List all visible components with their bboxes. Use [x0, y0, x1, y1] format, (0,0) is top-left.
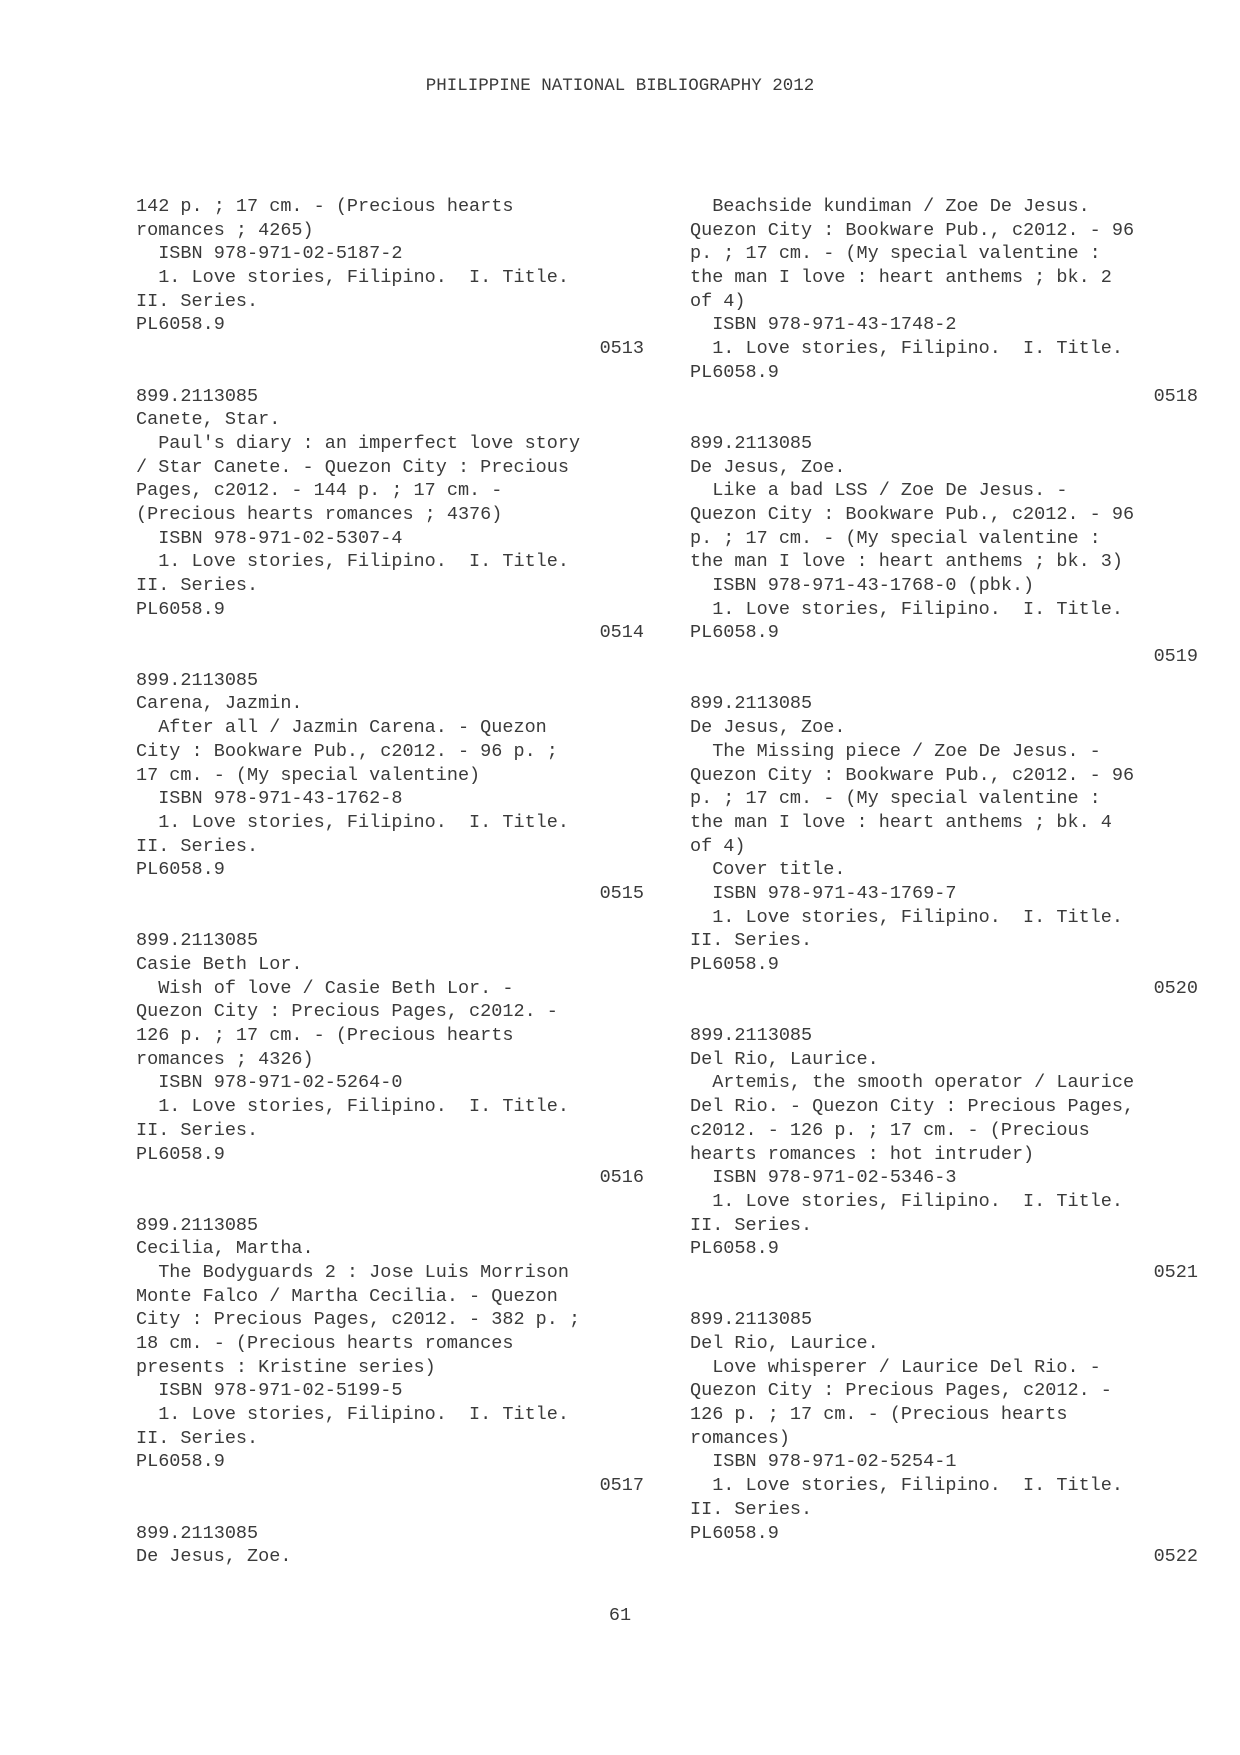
entry-line: the man I love : heart anthems ; bk. 4 [690, 811, 1112, 833]
entry-line: 899.2113085 [136, 1522, 259, 1544]
entry-number: 0520 [1153, 977, 1198, 999]
entry-line: ISBN 978-971-02-5264-0 [136, 1072, 403, 1094]
entry-line: 1. Love stories, Filipino. I. Title. [136, 551, 569, 573]
entry-line: Quezon City : Precious Pages, c2012. - [690, 1380, 1112, 1402]
entry-line: romances ; 4326) [136, 1048, 314, 1070]
entry-line: 899.2113085 [690, 693, 813, 715]
entry-line: romances) [690, 1427, 790, 1449]
entry-number: 0521 [1153, 1261, 1198, 1283]
entry-line: p. ; 17 cm. - (My special valentine : [690, 788, 1101, 810]
entry-line: PL6058.9 [136, 598, 225, 620]
column-right [690, 195, 1198, 1569]
entry-line: 1. Love stories, Filipino. I. Title. [136, 267, 569, 289]
entry-line: Del Rio, Laurice. [690, 1048, 879, 1070]
entry-line: 142 p. ; 17 cm. - (Precious hearts [136, 196, 514, 217]
entry-line: PL6058.9 [136, 1143, 225, 1165]
entry-number: 0517 [599, 1475, 644, 1497]
entry-line: Quezon City : Bookware Pub., c2012. - 96 [690, 764, 1135, 786]
entry-line: Love whisperer / Laurice Del Rio. - [690, 1356, 1101, 1378]
entry-line: Pages, c2012. - 144 p. ; 17 cm. - [136, 480, 503, 502]
entry-number: 0515 [599, 882, 644, 904]
entry-line: Carena, Jazmin. [136, 693, 303, 715]
entry-line: p. ; 17 cm. - (My special valentine : [690, 527, 1101, 549]
entry-line: the man I love : heart anthems ; bk. 2 [690, 267, 1112, 289]
entry-line: PL6058.9 [690, 954, 779, 975]
entry-line: Monte Falco / Martha Cecilia. - Quezon [136, 1285, 558, 1307]
entry-line: De Jesus, Zoe. [690, 456, 846, 478]
entry-line: De Jesus, Zoe. [136, 1546, 292, 1568]
entry-line: 899.2113085 [136, 385, 259, 407]
blank-line [690, 1000, 1198, 1024]
blank-line [136, 1190, 644, 1214]
entry-line: II. Series. [690, 1498, 813, 1520]
entry-line: Artemis, the smooth operator / Laurice [690, 1072, 1135, 1094]
entry-line: 1. Love stories, Filipino. I. Title. [136, 1096, 569, 1118]
entry-line: II. Series. [136, 290, 259, 312]
entry-line: ISBN 978-971-02-5187-2 [136, 243, 403, 265]
entry-line: 1. Love stories, Filipino. I. Title. [136, 1404, 569, 1426]
blank-line [136, 906, 644, 930]
entry-line: p. ; 17 cm. - (My special valentine : [690, 243, 1101, 265]
blank-line [136, 361, 644, 385]
entry-line: of 4) [690, 290, 746, 312]
entry-line: PL6058.9 [136, 1451, 225, 1473]
entry-line: 1. Love stories, Filipino. I. Title. [690, 1190, 1123, 1212]
entry-number: 0519 [1153, 646, 1198, 668]
entry-line: 899.2113085 [136, 1214, 259, 1236]
entry-line: PL6058.9 [690, 1238, 779, 1260]
entry-line: 899.2113085 [690, 1025, 813, 1047]
entry-line: presents : Kristine series) [136, 1356, 436, 1378]
entry-line: City : Bookware Pub., c2012. - 96 p. ; [136, 740, 558, 762]
entry-line: ISBN 978-971-43-1762-8 [136, 788, 403, 810]
entry-line: 899.2113085 [136, 669, 259, 691]
entry-line: 17 cm. - (My special valentine) [136, 764, 481, 786]
column-left [136, 195, 644, 1569]
entry-line: 1. Love stories, Filipino. I. Title. [136, 811, 569, 833]
entry-line: PL6058.9 [136, 314, 225, 336]
entry-line: c2012. - 126 p. ; 17 cm. - (Precious [690, 1119, 1090, 1141]
entry-line: II. Series. [690, 930, 813, 952]
entry-line: ISBN 978-971-02-5346-3 [690, 1167, 957, 1189]
entry-line: of 4) [690, 835, 746, 857]
entry-line: The Bodyguards 2 : Jose Luis Morrison [136, 1261, 569, 1283]
entry-line: Quezon City : Bookware Pub., c2012. - 96 [690, 503, 1135, 525]
page-number: 61 [608, 1605, 632, 1626]
entry-line: Like a bad LSS / Zoe De Jesus. - [690, 480, 1068, 502]
blank-line [690, 1285, 1198, 1309]
blank-line [690, 669, 1198, 693]
entry-line: / Star Canete. - Quezon City : Precious [136, 456, 569, 478]
entry-number: 0518 [1153, 385, 1198, 407]
entry-line: (Precious hearts romances ; 4376) [136, 503, 503, 525]
entry-line: Paul's diary : an imperfect love story [136, 432, 581, 454]
entry-line: II. Series. [136, 835, 259, 857]
entry-line: hearts romances : hot intruder) [690, 1143, 1035, 1165]
entry-line: Cecilia, Martha. [136, 1238, 314, 1260]
entry-line: After all / Jazmin Carena. - Quezon [136, 717, 547, 739]
entry-line: Cover title. [690, 859, 846, 881]
entry-line: Beachside kundiman / Zoe De Jesus. [690, 196, 1090, 217]
entry-line: 1. Love stories, Filipino. I. Title. [690, 598, 1123, 620]
entry-line: PL6058.9 [690, 361, 779, 383]
entry-line: PL6058.9 [136, 859, 225, 881]
entry-line: romances ; 4265) [136, 219, 314, 241]
entry-line: 126 p. ; 17 cm. - (Precious hearts [690, 1404, 1068, 1426]
entry-number: 0514 [599, 622, 644, 644]
entry-line: ISBN 978-971-43-1769-7 [690, 882, 957, 904]
entry-line: ISBN 978-971-02-5307-4 [136, 527, 403, 549]
entry-line: Canete, Star. [136, 409, 281, 431]
entry-line: II. Series. [136, 1427, 259, 1449]
entry-line: 899.2113085 [690, 1309, 813, 1331]
blank-line [136, 645, 644, 669]
entry-line: City : Precious Pages, c2012. - 382 p. ; [136, 1309, 581, 1331]
entry-number: 0522 [1153, 1546, 1198, 1568]
entry-line: 18 cm. - (Precious hearts romances [136, 1333, 514, 1354]
entry-line: ISBN 978-971-43-1768-0 (pbk.) [690, 575, 1035, 596]
entry-line: the man I love : heart anthems ; bk. 3) [690, 551, 1123, 573]
entry-number: 0516 [599, 1167, 644, 1189]
entry-line: Del Rio. - Quezon City : Precious Pages, [690, 1096, 1135, 1118]
page-header: PHILIPPINE NATIONAL BIBLIOGRAPHY 2012 [425, 76, 815, 96]
entry-line: ISBN 978-971-02-5254-1 [690, 1451, 957, 1473]
entry-line: Wish of love / Casie Beth Lor. - [136, 977, 514, 999]
entry-line: ISBN 978-971-43-1748-2 [690, 314, 957, 336]
entry-line: ISBN 978-971-02-5199-5 [136, 1380, 403, 1402]
entry-line: Quezon City : Bookware Pub., c2012. - 96 [690, 219, 1135, 241]
entry-line: De Jesus, Zoe. [690, 717, 846, 739]
entry-line: Casie Beth Lor. [136, 954, 303, 975]
entry-line: Quezon City : Precious Pages, c2012. - [136, 1001, 558, 1023]
entry-line: 1. Love stories, Filipino. I. Title. [690, 338, 1123, 360]
entry-line: The Missing piece / Zoe De Jesus. - [690, 740, 1101, 762]
entry-line: 126 p. ; 17 cm. - (Precious hearts [136, 1025, 514, 1047]
entry-line: Del Rio, Laurice. [690, 1333, 879, 1354]
blank-line [136, 1498, 644, 1522]
entry-line: 1. Love stories, Filipino. I. Title. [690, 1475, 1123, 1497]
entry-line: II. Series. [136, 575, 259, 596]
entry-line: 899.2113085 [136, 930, 259, 952]
entry-line: PL6058.9 [690, 1522, 779, 1544]
entry-line: 899.2113085 [690, 432, 813, 454]
entry-line: 1. Love stories, Filipino. I. Title. [690, 906, 1123, 928]
entry-line: PL6058.9 [690, 622, 779, 644]
entry-line: II. Series. [136, 1119, 259, 1141]
entry-number: 0513 [599, 338, 644, 360]
blank-line [690, 408, 1198, 432]
entry-line: II. Series. [690, 1214, 813, 1236]
